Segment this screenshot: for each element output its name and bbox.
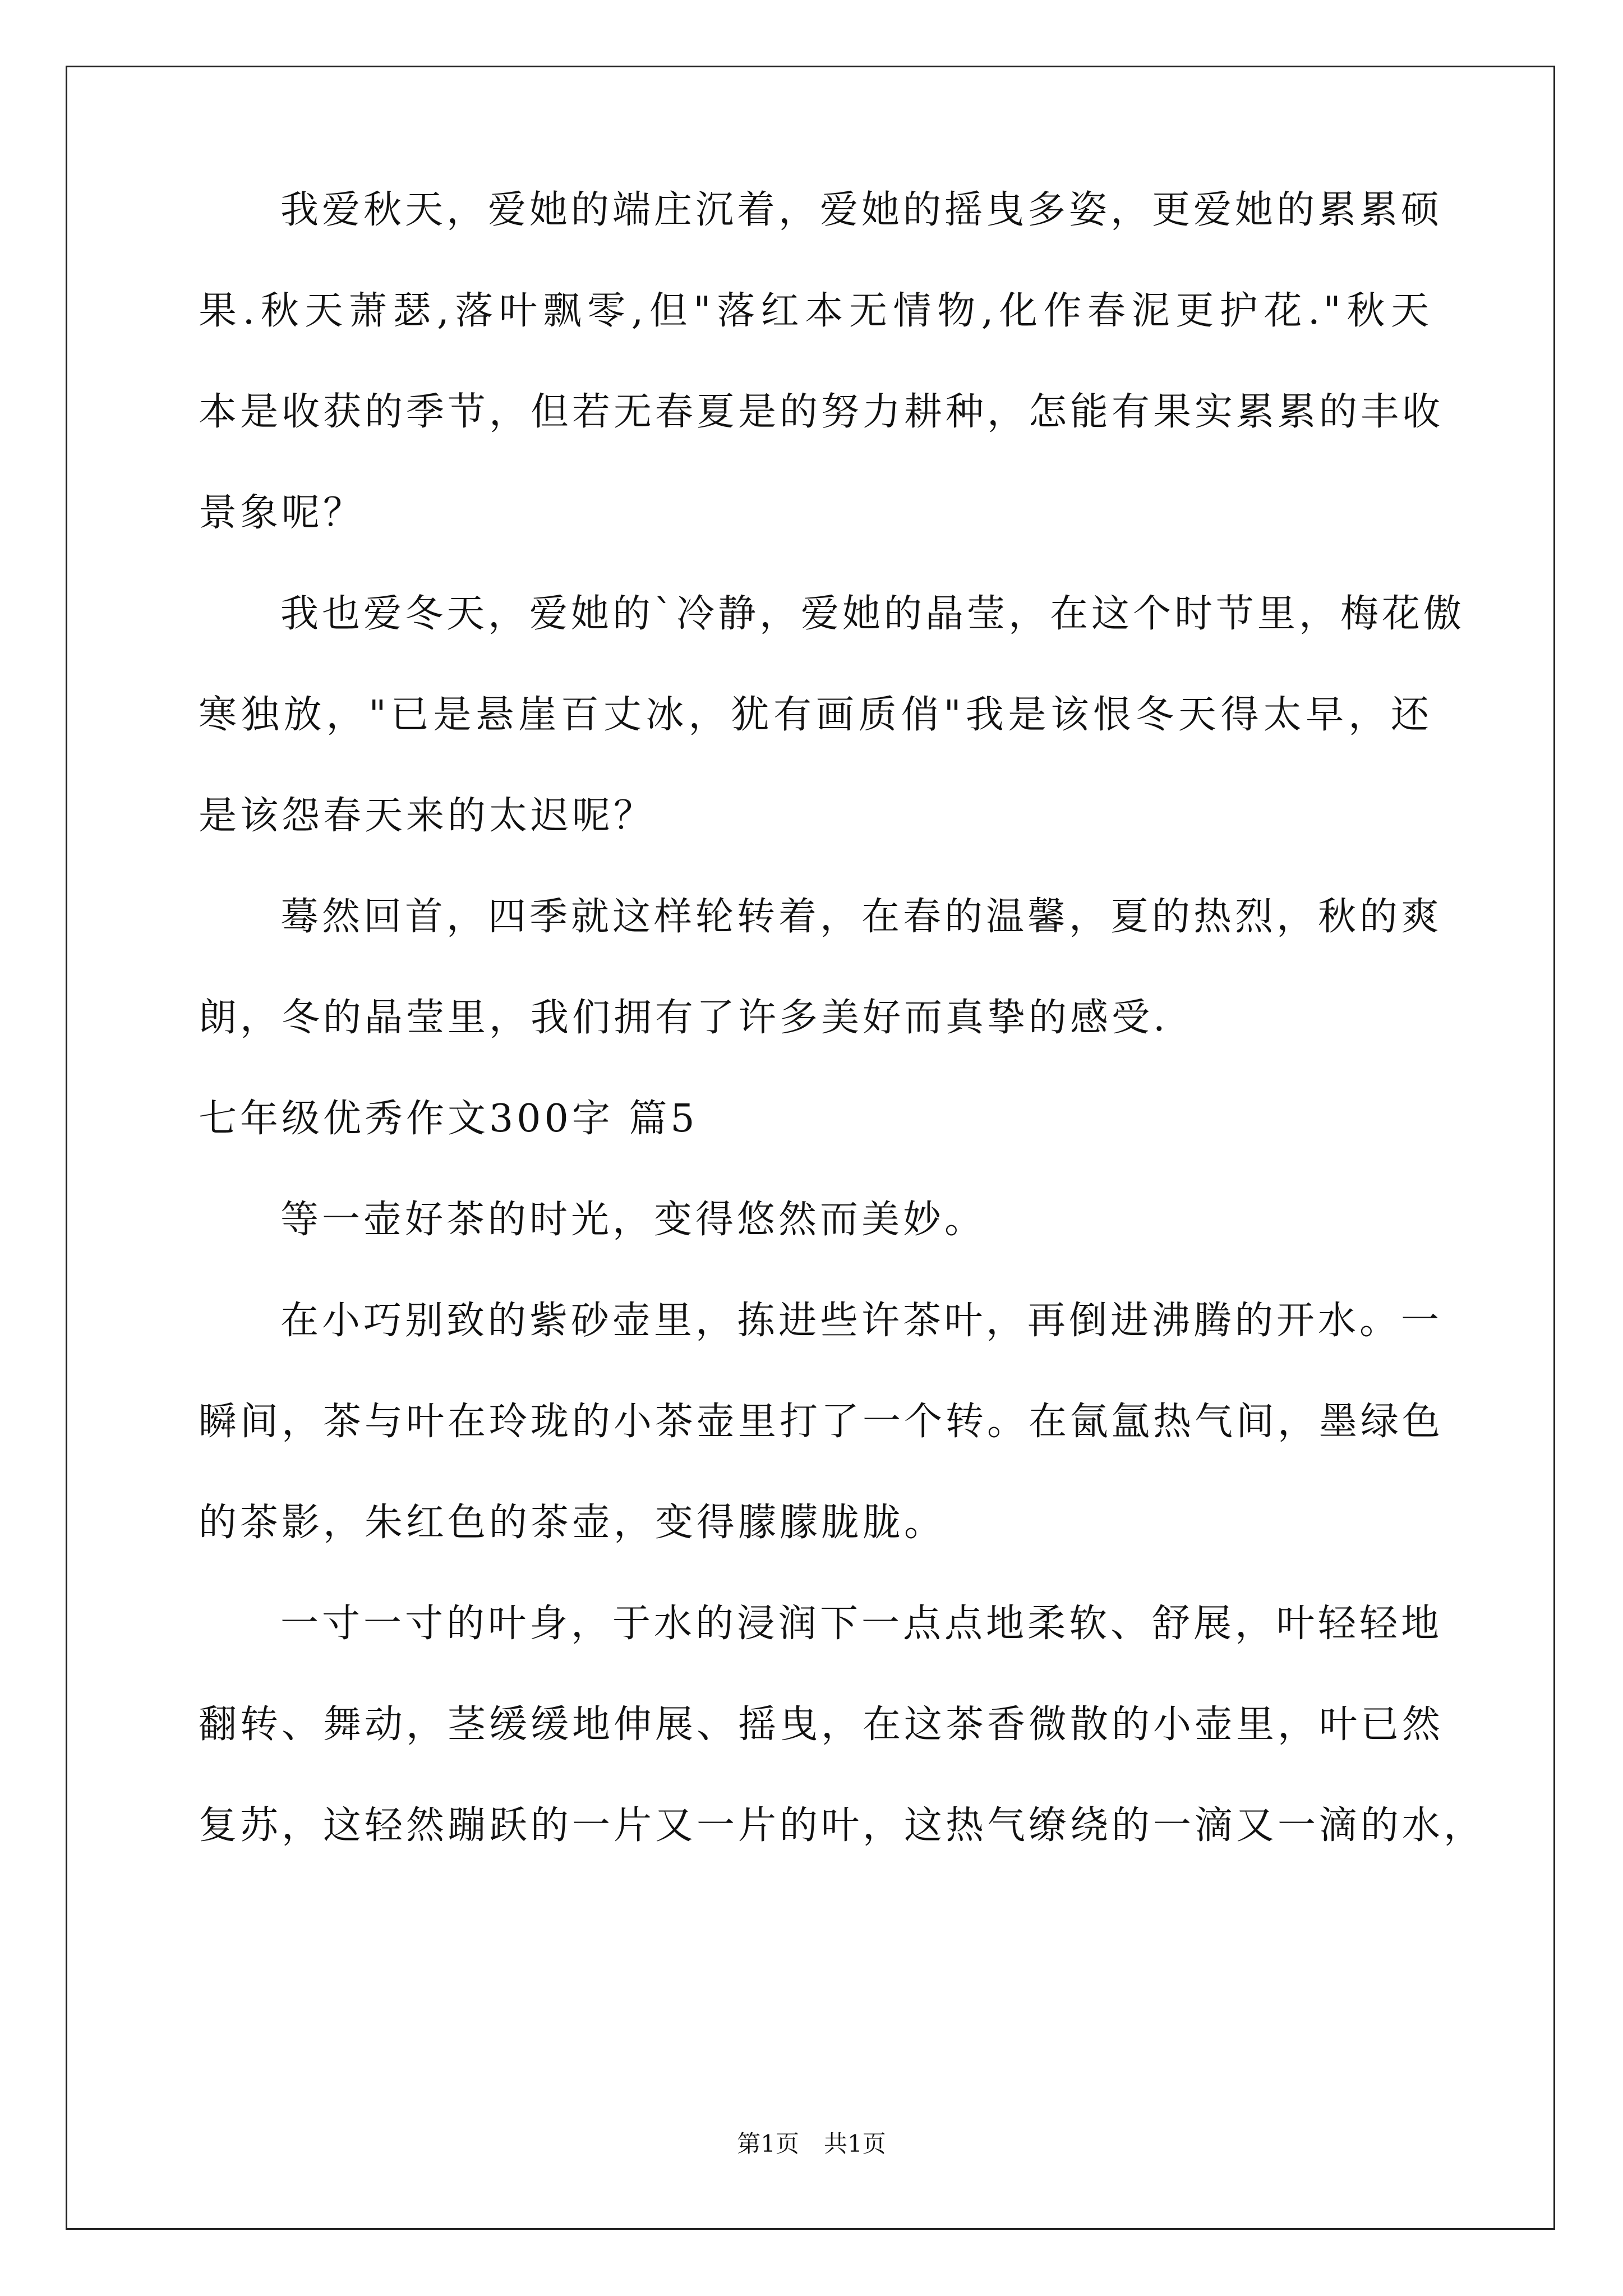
paragraph-teapot-line-3: 的茶影，朱红色的茶壶，变得朦朦胧胧。 <box>199 1501 946 1545</box>
paragraph-winter-line-3: 是该怨春天来的太迟呢？ <box>199 794 656 838</box>
paragraph-autumn-line-4: 景象呢？ <box>199 491 365 535</box>
page-number: 第1页 <box>737 2130 799 2157</box>
paragraph-autumn-line-1: 我爱秋天，爱她的端庄沉着，爱她的摇曳多姿，更爱她的累累硕 <box>280 188 1443 232</box>
paragraph-autumn-line-2: 果.秋天萧瑟,落叶飘零,但"落红本无情物,化作春泥更护花."秋天 <box>199 289 1432 333</box>
paragraph-winter-line-2: 寒独放，"已是悬崖百丈冰，犹有画质俏"我是该恨冬天得太早，还 <box>199 693 1432 737</box>
paragraph-autumn-line-3: 本是收获的季节，但若无春夏是的努力耕种，怎能有果实累累的丰收 <box>199 390 1444 434</box>
page-total: 共1页 <box>824 2130 886 2157</box>
paragraph-winter-line-1: 我也爱冬天，爱她的`冷静，爱她的晶莹，在这个时节里，梅花傲 <box>280 592 1465 636</box>
section-heading: 七年级优秀作文300字 篇5 <box>199 1097 698 1141</box>
paragraph-seasons-line-2: 朗，冬的晶莹里，我们拥有了许多美好而真挚的感受. <box>199 996 1169 1040</box>
paragraph-leaf-line-2: 翻转、舞动，茎缓缓地伸展、摇曳，在这茶香微散的小壶里，叶已然 <box>199 1703 1444 1747</box>
paragraph-seasons-line-1: 蓦然回首，四季就这样轮转着，在春的温馨，夏的热烈，秋的爽 <box>280 895 1443 939</box>
paragraph-teapot-line-2: 瞬间，茶与叶在玲珑的小茶壶里打了一个转。在氤氲热气间，墨绿色 <box>199 1400 1444 1444</box>
paragraph-tea-intro: 等一壶好茶的时光，变得悠然而美妙。 <box>280 1198 986 1242</box>
paragraph-leaf-line-3: 复苏，这轻然蹦跃的一片又一片的叶，这热气缭绕的一滴又一滴的水， <box>199 1803 1486 1848</box>
paragraph-leaf-line-1: 一寸一寸的叶身，于水的浸润下一点点地柔软、舒展，叶轻轻地 <box>280 1602 1443 1646</box>
page-footer <box>0 2128 1623 2160</box>
paragraph-teapot-line-1: 在小巧别致的紫砂壶里，拣进些许茶叶，再倒进沸腾的开水。一 <box>280 1299 1443 1343</box>
